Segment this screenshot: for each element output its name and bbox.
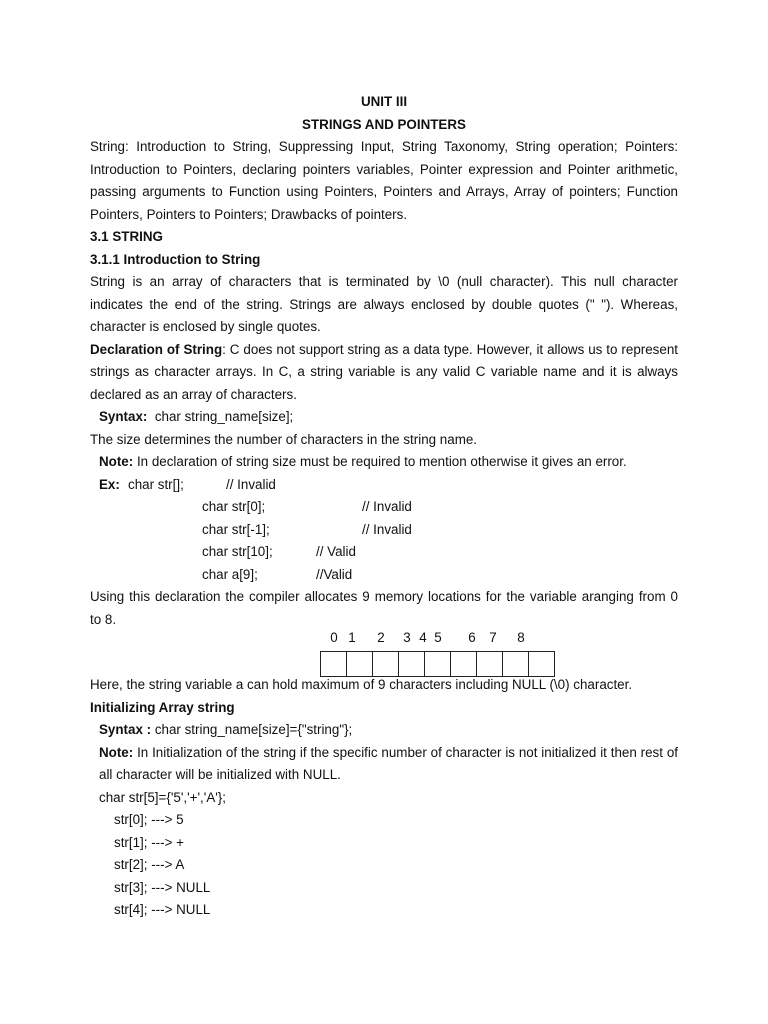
memory-cell [451,652,477,676]
memory-index-row [90,627,678,649]
example-comment: // Valid [316,544,356,559]
memory-index: 6 [468,630,476,645]
note-label: Note: [99,454,134,469]
example-comment: //Valid [316,566,353,582]
unit-heading: UNIT III [360,94,408,109]
init-code-line: char str[5]={'5','+','A'}; [99,789,226,805]
syntax-line [90,406,678,428]
init-note-line [90,742,678,764]
memory-cell [347,652,373,676]
syllabus-line: Introduction to Pointers, declaring pointers variables, Pointer expression and Pointer arithmetic, [90,161,678,177]
syllabus-line: String: Introduction to String, Suppressing Input, String Taxonomy, String operation; Pointers: [90,139,678,154]
syllabus-line: Pointers, Pointers to Pointers; Drawbacks of pointers. [90,206,408,222]
memory-cell [373,652,399,676]
init-syntax-code: char string_name[size]={"string"}; [154,722,353,737]
init-note-text: In Initialization of the string if the specific number of character is not initialized it then rest of [137,744,678,760]
memory-index: 2 [377,630,385,645]
intro-line: indicates the end of the string. Strings are always enclosed by double quotes (" "). Whereas, [90,296,678,312]
init-note-label: Note: [99,744,134,760]
capacity-line: Here, the string variable a can hold maximum of 9 characters including NULL (\0) character. [90,677,633,692]
initializing-heading: Initializing Array string [90,699,235,715]
syllabus-line: passing arguments to Function using Pointers, Pointers and Arrays, Array of pointers; Function [90,184,678,199]
init-syntax-line [90,719,678,741]
memory-index: 4 [419,630,427,645]
size-line: The size determines the number of characters in the string name. [90,431,478,447]
example-comment: // Invalid [362,521,412,537]
init-result-line: str[1]; ---> + [114,834,184,850]
note-text: In declaration of string size must be required to mention otherwise it gives an error. [136,454,627,469]
memory-index: 8 [517,630,525,645]
chapter-title: STRINGS AND POINTERS [302,116,466,132]
intro-line: character is enclosed by single quotes. [90,319,321,334]
example-comment: // Invalid [226,476,276,492]
memory-cell [321,652,347,676]
section-heading: 3.1 STRING [90,229,163,244]
init-result-line: str[4]; ---> NULL [114,902,211,917]
note-line [90,451,678,473]
example-code: char str[]; [128,476,184,492]
example-comment: // Invalid [362,499,412,514]
memory-index: 1 [348,630,356,645]
declaration-paragraph-line: declared as an array of characters. [90,386,297,402]
declaration-text: : C does not support string as a data type. However, it allows us to represent [222,341,678,357]
memory-cell [399,652,425,676]
init-result-line: str[2]; ---> A [114,857,185,872]
init-result-line: str[0]; ---> 5 [114,812,184,827]
init-note-line: all character will be initialized with NULL. [99,767,341,782]
memory-index: 3 [403,630,411,645]
intro-line: String is an array of characters that is terminated by \0 (null character). This null character [90,274,678,289]
memory-index: 0 [330,630,338,645]
init-syntax-label: Syntax : [99,722,152,737]
subsection-heading: 3.1.1 Introduction to String [90,251,261,267]
example-code: char str[-1]; [202,521,270,537]
memory-cell [477,652,503,676]
example-code: char str[0]; [202,499,266,514]
example-code: char a[9]; [202,566,258,582]
memory-index: 7 [489,630,497,645]
init-result-line: str[3]; ---> NULL [114,879,211,895]
syntax-code: char string_name[size]; [154,409,294,424]
memory-cell [425,652,451,676]
memory-cell [529,652,555,676]
declaration-label: Declaration of String [90,341,223,357]
example-label: Ex: [99,476,120,492]
memory-cell [503,652,529,676]
allocation-line: to 8. [90,611,117,627]
example-code: char str[10]; [202,544,273,559]
allocation-line: Using this declaration the compiler allocates 9 memory locations for the variable aranging from 0 [90,589,678,604]
declaration-paragraph-line: strings as character arrays. In C, a string variable is any valid C variable name and it is always [90,364,678,379]
syntax-label: Syntax: [99,409,148,424]
memory-index: 5 [434,630,442,645]
declaration-paragraph-line [90,339,678,361]
